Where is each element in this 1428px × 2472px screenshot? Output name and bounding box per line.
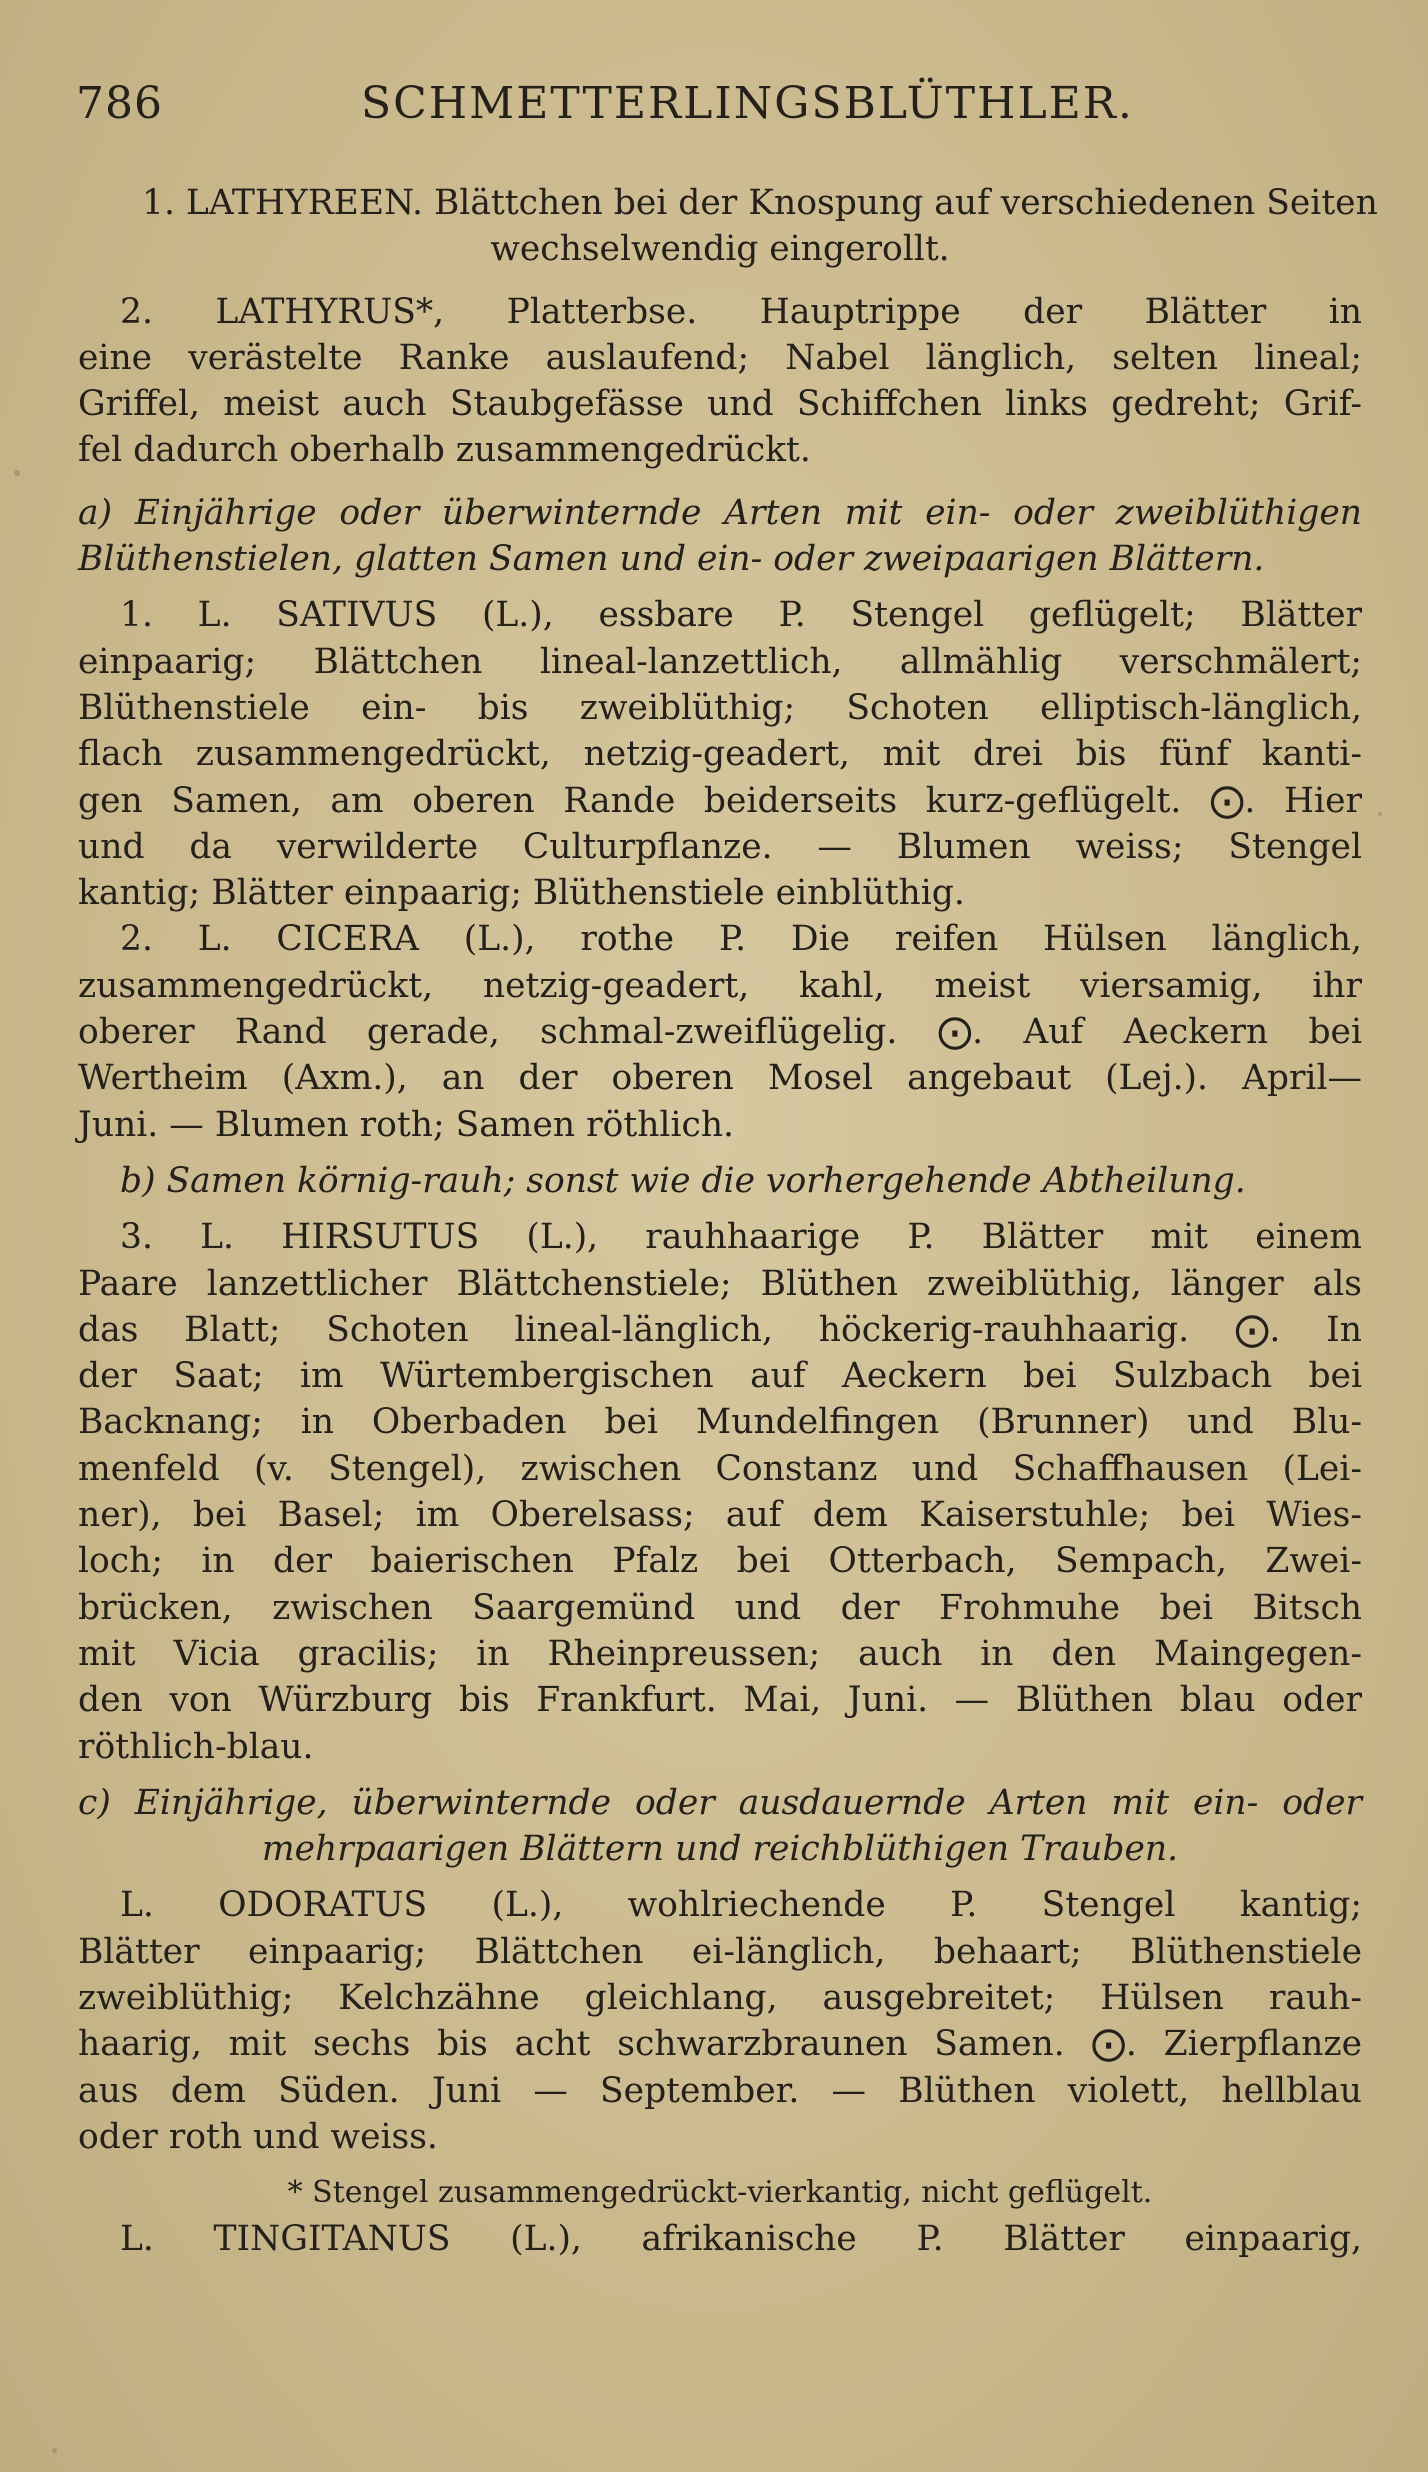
genus-description: fel dadurch oberhalb zusammengedrückt. (78, 430, 811, 471)
species-sativus: Blüthenstiele ein- bis zweiblüthig; Schoten elliptisch-länglich, (78, 687, 1362, 728)
page-body (78, 180, 1378, 2263)
species-cicera: Juni. — Blumen roth; Samen röthlich. (78, 1104, 735, 1145)
species-hirsutus: ner), bei Basel; im Oberelsass; auf dem Kaiserstuhle; bei Wies- (78, 1495, 1362, 1536)
species-hirsutus: Paare lanzettlicher Blättchenstiele; Blüthen zweiblüthig, länger als (78, 1263, 1362, 1304)
species-hirsutus: brücken, zwischen Saargemünd und der Frohmuhe bei Bitsch (78, 1587, 1362, 1628)
species-cicera: zusammengedrückt, netzig-geadert, kahl, meist viersamig, ihr (78, 965, 1362, 1006)
species-cicera: Wertheim (Axm.), an der oberen Mosel angebaut (Lej.). April— (78, 1058, 1362, 1099)
section-c-heading: mehrpaarigen Blättern und reichblüthigen Trauben. (261, 1829, 1179, 1870)
section-a-heading: Blüthenstielen, glatten Samen und ein- oder zweipaarigen Blättern. (78, 539, 1265, 580)
species-hirsutus: mit Vicia gracilis; in Rheinpreussen; auch in den Maingegen- (78, 1633, 1362, 1674)
running-head: SCHMETTERLINGSBLÜTHLER. (361, 78, 1134, 129)
species-odoratus: L. ODORATUS (L.), wohlriechende P. Stengel kantig; (120, 1885, 1362, 1926)
species-odoratus: oder roth und weiss. (78, 2116, 438, 2157)
species-odoratus: aus dem Süden. Juni — September. — Blüthen violett, hellblau (78, 2070, 1362, 2111)
species-odoratus: zweiblüthig; Kelchzähne gleichlang, ausgebreitet; Hülsen rauh- (78, 1977, 1362, 2018)
genus-description: Griffel, meist auch Staubgefässe und Schiffchen links gedreht; Grif- (78, 384, 1362, 425)
section-b-heading: b) Samen körnig-rauh; sonst wie die vorhergehende Abtheilung. (120, 1160, 1246, 1201)
paper-speck (1378, 812, 1382, 816)
species-sativus: kantig; Blätter einpaarig; Blüthenstiele einblüthig. (78, 873, 965, 914)
species-hirsutus: menfeld (v. Stengel), zwischen Constanz und Schaffhausen (Lei- (78, 1448, 1362, 1489)
species-hirsutus: Backnang; in Oberbaden bei Mundelfingen (Brunner) und Blu- (78, 1402, 1362, 1443)
page-number: 786 (76, 78, 163, 129)
species-sativus: einpaarig; Blättchen lineal-lanzettlich, allmählig verschmälert; (78, 641, 1362, 682)
species-odoratus: Blätter einpaarig; Blättchen ei-länglich, behaart; Blüthenstiele (78, 1931, 1362, 1972)
species-hirsutus: loch; in der baierischen Pfalz bei Otterbach, Sempach, Zwei- (78, 1541, 1362, 1582)
species-sativus: 1. L. SATIVUS (L.), essbare P. Stengel geflügelt; Blätter (120, 595, 1362, 636)
species-cicera: oberer Rand gerade, schmal-zweiflügelig. ⨀. Auf Aeckern bei (78, 1012, 1362, 1053)
species-hirsutus: den von Würzburg bis Frankfurt. Mai, Juni. — Blüthen blau oder (78, 1680, 1362, 1721)
tribe-heading: 1. LATHYREEN. Blättchen bei der Knospung auf verschiedenen Seiten (142, 183, 1378, 223)
genus-description: eine verästelte Ranke auslaufend; Nabel länglich, selten lineal; (78, 337, 1362, 378)
species-hirsutus: das Blatt; Schoten lineal-länglich, höckerig-rauhhaarig. ⨀. In (78, 1309, 1362, 1350)
species-tingitanus: L. TINGITANUS (L.), afrikanische P. Blätter einpaarig, (120, 2219, 1362, 2260)
tribe-heading-cont: wechselwendig eingerollt. (490, 229, 950, 270)
species-odoratus: haarig, mit sechs bis acht schwarzbraunen Samen. ⨀. Zierpflanze (78, 2024, 1362, 2065)
species-sativus: flach zusammengedrückt, netzig-geadert, mit drei bis fünf kanti- (78, 734, 1362, 775)
section-a-heading: a) Einjährige oder überwinternde Arten mit ein- oder zweiblüthigen (78, 492, 1362, 533)
species-sativus: und da verwilderte Culturpflanze. — Blumen weiss; Stengel (78, 826, 1362, 867)
paper-speck (14, 470, 20, 476)
page-header (76, 78, 1376, 148)
footnote: * Stengel zusammengedrückt-vierkantig, nicht geflügelt. (287, 2175, 1153, 2211)
species-sativus: gen Samen, am oberen Rande beiderseits kurz-geflügelt. ⨀. Hier (78, 780, 1362, 821)
species-hirsutus: röthlich-blau. (78, 1726, 314, 1767)
genus-description: 2. LATHYRUS*, Platterbse. Hauptrippe der Blätter in (120, 291, 1362, 332)
species-hirsutus: der Saat; im Würtembergischen auf Aeckern bei Sulzbach bei (78, 1356, 1362, 1397)
section-c-heading: c) Einjährige, überwinternde oder ausdauernde Arten mit ein- oder (78, 1782, 1362, 1823)
paper-speck (52, 2448, 57, 2453)
species-cicera: 2. L. CICERA (L.), rothe P. Die reifen Hülsen länglich, (120, 919, 1362, 960)
species-hirsutus: 3. L. HIRSUTUS (L.), rauhhaarige P. Blätter mit einem (120, 1217, 1362, 1258)
